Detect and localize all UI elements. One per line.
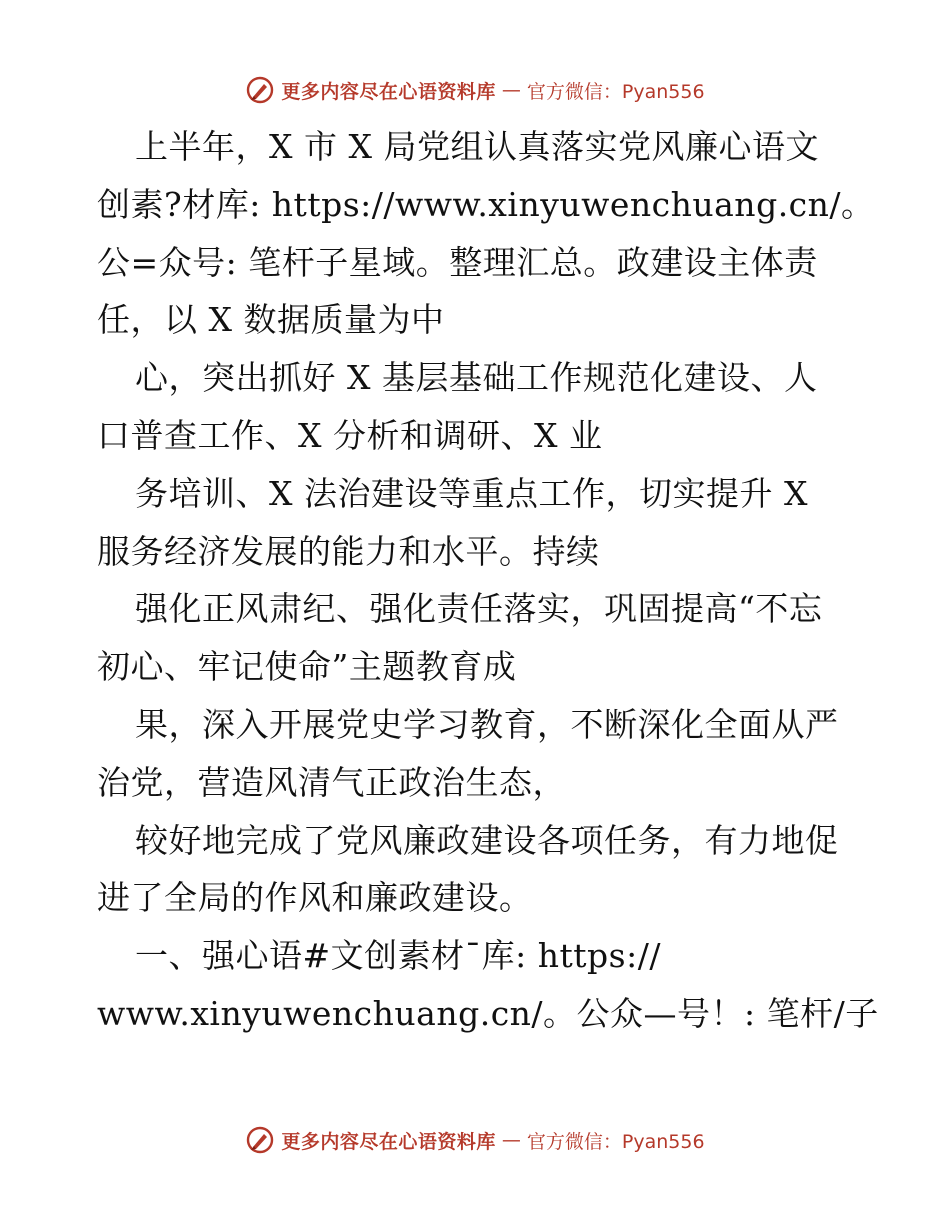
body-line: 一、强心语#文创素材¯库: https:// (135, 936, 661, 976)
banner-dash: — (501, 1129, 521, 1151)
body-line: 服务经济发展的能力和水平。持续 (97, 531, 600, 571)
pen-logo-icon (245, 1125, 275, 1155)
body-line: 心，突出抓好 X 基层基础工作规范化建设、人 (135, 358, 818, 398)
body-line: 治党，营造风清气正政治生态， (97, 762, 566, 802)
body-line: 上半年，X 市 X 局党组认真落实党风廉心语文 (135, 127, 819, 166)
body-line: www.xinyuwenchuang.cn/。公众—号！: 笔杆/子 (97, 993, 879, 1033)
banner-wechat: 官方微信：Pyan556 (526, 80, 705, 103)
banner-title: 更多内容尽在心语资料库 (281, 80, 496, 103)
body-line: 进了全局的作风和廉政建设。 (97, 878, 533, 918)
body-line: 口普查工作、X 分析和调研、X 业 (97, 415, 603, 455)
body-line: 初心、牢记使命”主题教育成 (97, 647, 517, 687)
body-line: 任，以 X 数据质量为中 (97, 300, 445, 340)
banner-title: 更多内容尽在心语资料库 (281, 1130, 496, 1153)
body-line: 较好地完成了党风廉政建设各项任务，有力地促 (135, 820, 839, 860)
footer-banner (0, 1120, 950, 1160)
header-banner (0, 70, 950, 110)
document-body (97, 118, 879, 1043)
banner-wechat: 官方微信：Pyan556 (526, 1130, 705, 1153)
body-line: 强化正风肃纪、强化责任落实，巩固提高“不忘 (135, 589, 823, 629)
pen-logo-icon (245, 75, 275, 105)
body-line: 创素?材库: https://www.xinyuwenchuang.cn/。 (97, 184, 875, 224)
body-line: 果，深入开展党史学习教育，不断深化全面从严 (135, 704, 839, 744)
banner-dash: — (501, 79, 521, 101)
body-line: 务培训、X 法治建设等重点工作，切实提升 X (135, 473, 808, 513)
body-line: 公=众号: 笔杆子星域。整理汇总。政建设主体责 (97, 242, 818, 282)
